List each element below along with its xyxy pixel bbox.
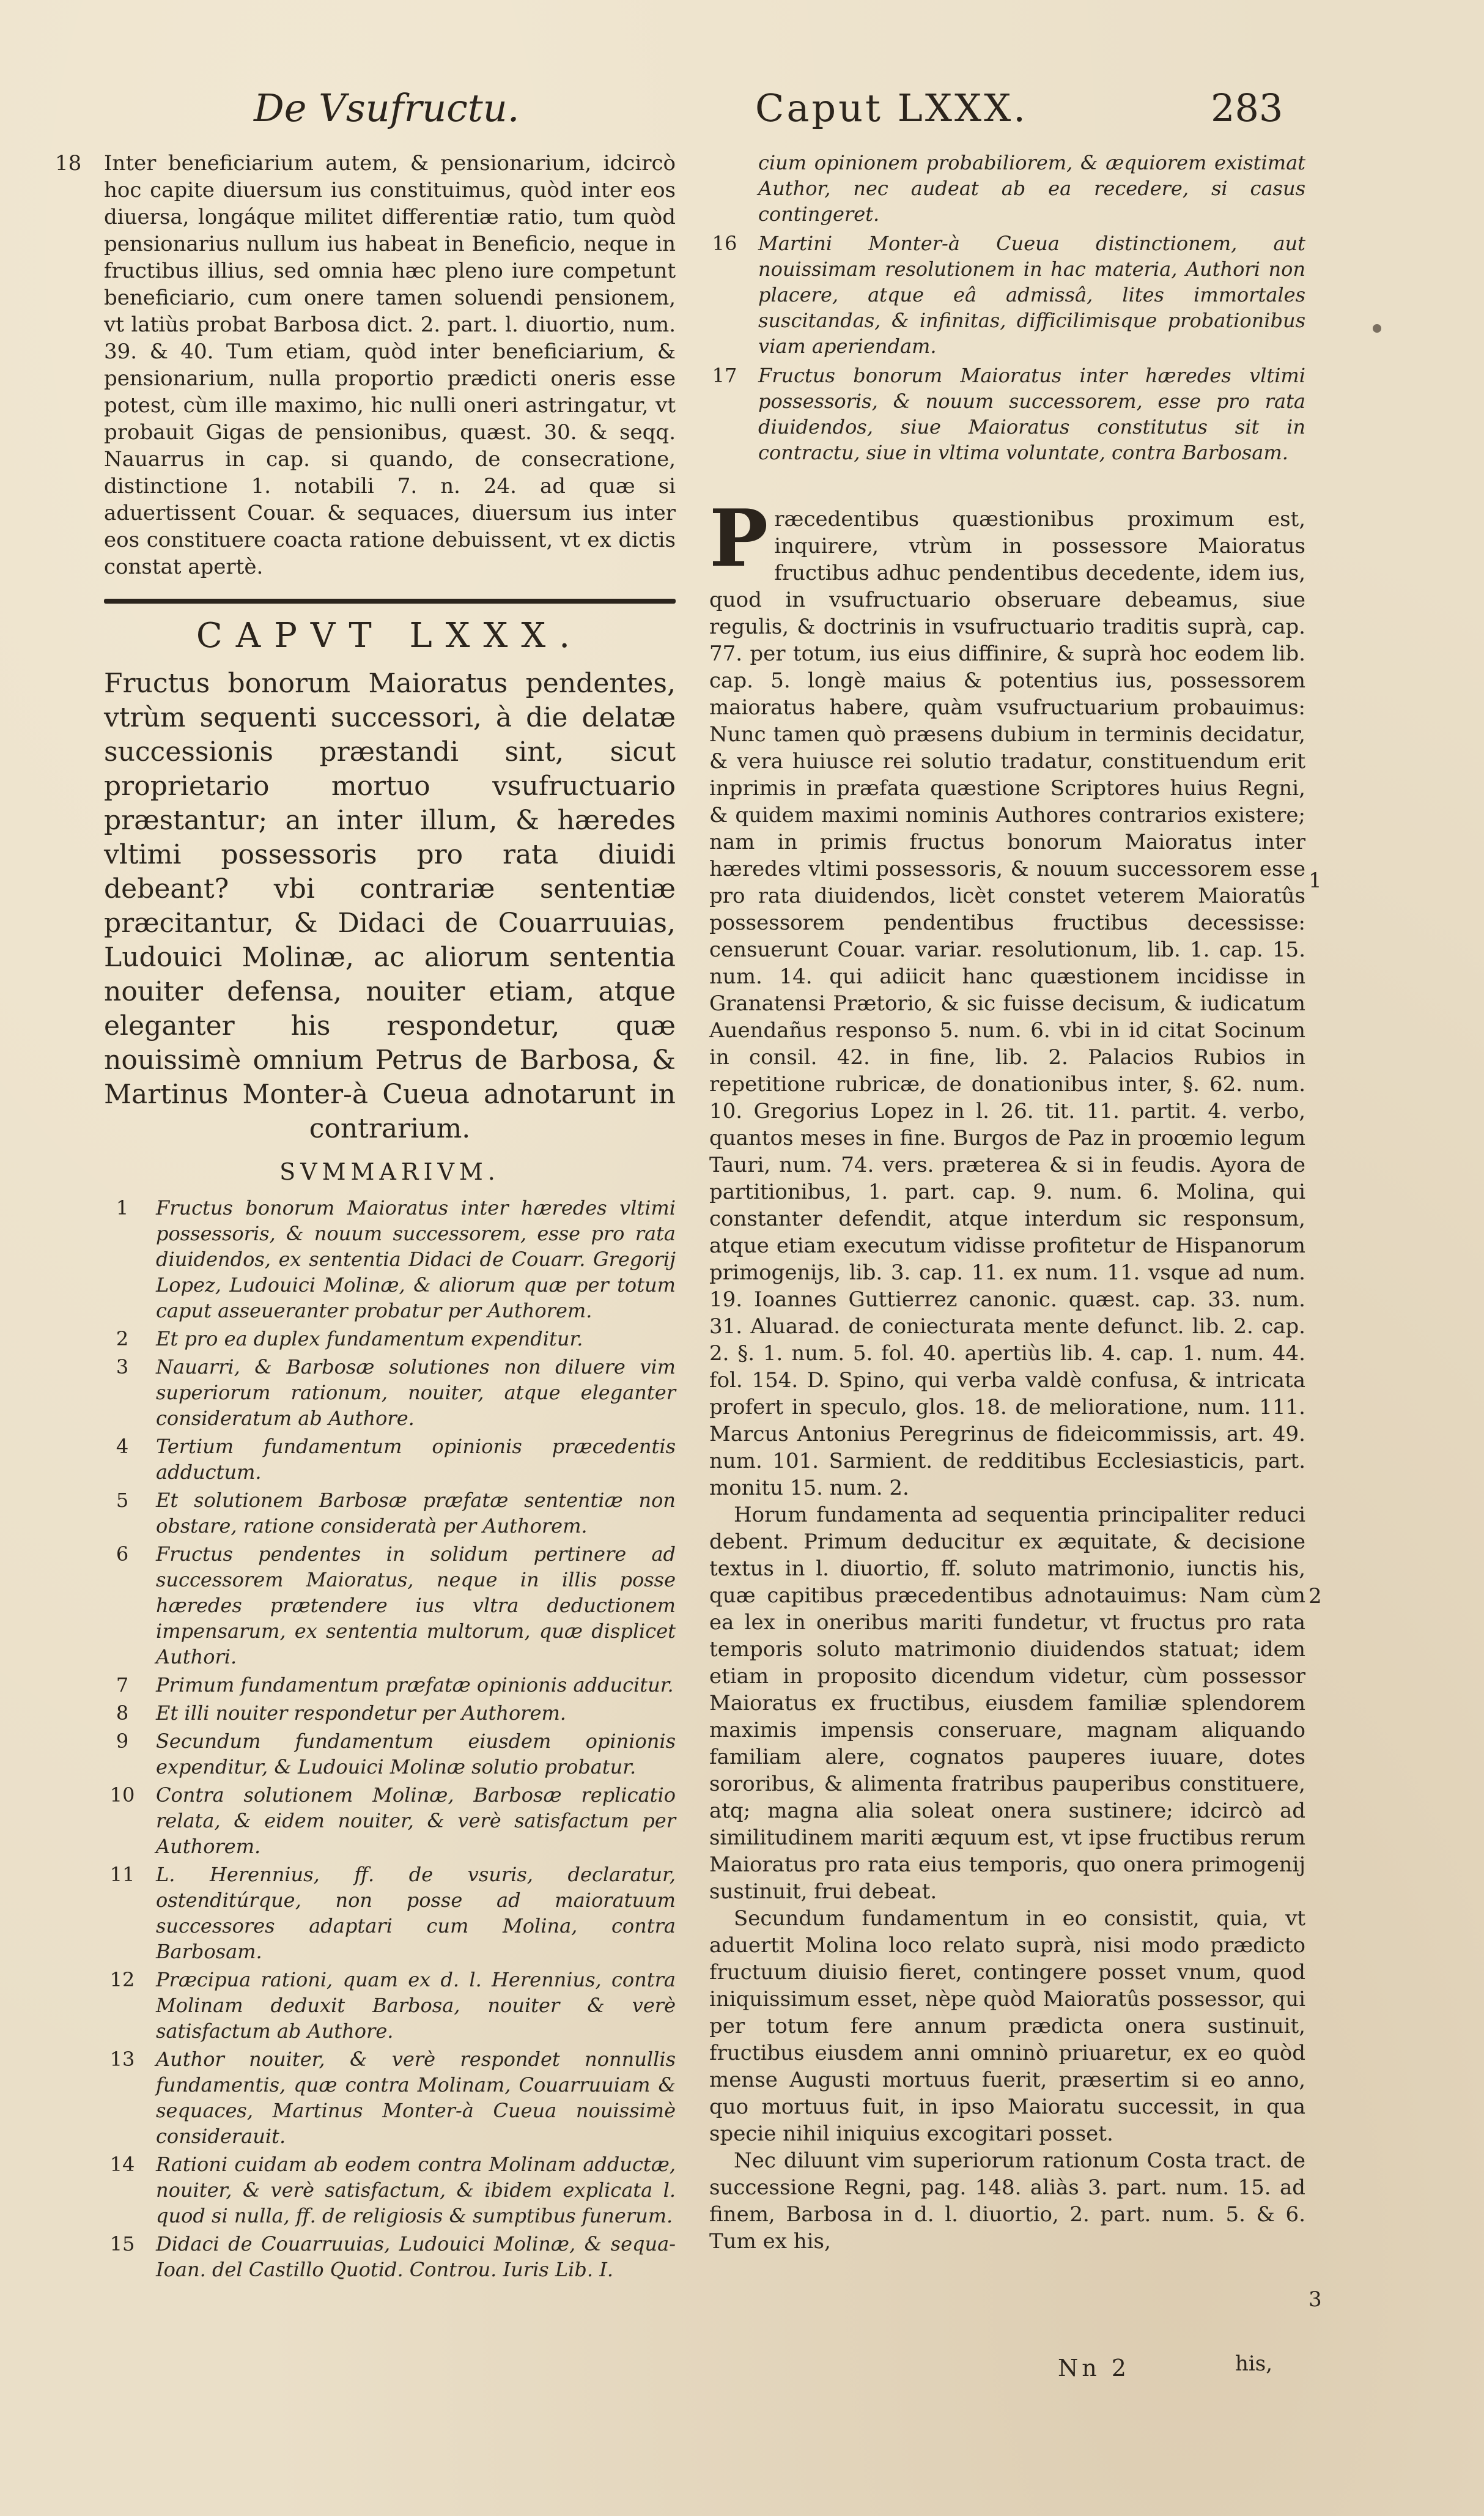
catchword: his, [1235,2351,1273,2376]
paragraph-text: ræcedentibus quæstionibus proximum est, inquirere, vtrùm in possessore Maioratus fructibus adhuc pendentibus decedente, idem ius, quod in vsufructuario obseruare debeamus, siue regulis, & doctrinis in vsufructuario traditis suprà, cap. 77. per totum, ius eius diffinire, & suprà hoc eodem lib. cap. 5. longè maius & potentius ius, possessorem maioratus habere, quàm vsufructuarium probauimus: Nunc tamen quò præsens dubium in terminis decidatur, & vera huiusce rei solutio tradatur, constituendum erit inprimis in præfata quæstione Scriptores huius Regni, & quidem maximi nominis Authores contrarios existere; nam in primis fructus bonorum Maioratus inter hæredes vltimi possessoris, & nouum successorem esse pro rata diuidendos, licèt constet veterem Maioratûs possessorem pendentibus fructibus decessisse: censuerunt Couar. variar. resolutionum, lib. 1. cap. 15. num. 14. qui adiicit hanc quæstionem incidisse in Granatensi Prætorio, & sic fuisse decisum, & iudicatum Auendañus responso 5. num. 6. vbi in id citat Socinum in consil. 42. in fine, lib. 2. Palacios Rubios in repetitione rubricæ, de donationibus inter, §. 62. num. 10. Gregorius Lopez in l. 26. tit. 11. partit. 4. verbo, quantos meses in fine. Burgos de Paz in proœmio legum Tauri, num. 74. vers. præterea & si in feudis. Ayora de partitionibus, 1. part. cap. 9. num. 6. Molina, qui constanter defendit, atque interdum sic responsum, atque etiam executum vidisse profitetur de Hispanorum primogenijs, lib. 3. cap. 11. ex num. 11. vsque ad num. 19. Ioannes Guttierrez canonic. quæst. cap. 33. num. 31. Aluarad. de coniecturata mente defunct. lib. 2. cap. 2. §. 1. num. 5. fol. 40. apertiùs lib. 4. cap. 1. num. 44. fol. 154. D. Spino, qui verba valdè confusa, & intricata profert in speculo, glos. 18. de melioratione, num. 111. Marcus Antonius Peregrinus de fideicommissis, art. 49. num. 101. Sarmient. de redditibus Ecclesiasticis, part. monitu 15. num. 2. [709,507,1305,1500]
margin-number: 1 [1309,868,1322,893]
summary-item: 8 Et illi nouiter respondetur per Authorem. [116,1701,566,1725]
summary-item: 1 Fructus bonorum Maioratus inter hæredes vltimi possessoris, & nouum successorem, esse pro rata diuidendos, ex sententia Didaci de Couarr. Gregorij Lopez, Ludouici Molinæ, & aliorum quæ per totum caput asseueranter probatur per Authorem. [116,1196,676,1322]
summary-item: 11 L. Herennius, ff. de vsuris, declaratur, ostenditúrque, non posse ad maioratuum successores adaptari cum Molina, contra Barbosam. [109,1863,676,1963]
paragraph-fundamenta: Horum fundamenta ad sequentia principaliter reduci debent. Primum deducitur ex æquitate, & decisione textus in l. diuortio, ff. soluto matrimonio, iunctis his, quæ capitibus præcedentibus adnotauimus: Nam cùm ea lex in oneribus mariti fundetur, vt fructus pro rata temporis soluto matrimonio diuidendos statuat; idem etiam in proposito dicendum videtur, cùm possessor Maioratus ex fructibus, eiusdem familiæ splendorem maximis impensis conseruare, magnam aliquando familiam alere, cognatos pauperes iuuare, dotes sororibus, & alimenta fratribus pauperibus constituere, atq; magna alia soleat onera sustinere; idcircò ad similitudinem mariti æquum est, vt ipse fructibus rerum Maioratus pro rata eius temporis, quo onera primogenij sustinuit, frui debeat. [709,1503,1305,1904]
chapter-description: Fructus bonorum Maioratus pendentes, vtrùm sequenti successori, à die delatæ successionis præstandi sint, sicut proprietario mortuo vsufructuario præstantur; an inter illum, & hæredes vltimi possessoris pro rata diuidi debeant? vbi contrariæ sententiæ præcitantur, & Didaci de Couarruuias, Ludouici Molinæ, ac aliorum sententia nouiter defensa, nouiter etiam, atque eleganter his respondetur, quæ nouissimè omnium Petrus de Barbosa, & Martinus Monter-à Cueua adnotarunt in contrarium. [104,668,676,1144]
summary-item: 4 Tertium fundamentum opinionis præcedentis adductum. [116,1435,676,1484]
summary-item: 14 Rationi cuidam ab eodem contra Molinam adductæ, nouiter, & verè satisfactum, & ibidem explicata l. quod si nulla, ff. de religiosis & sumptibus funerum. [109,2153,676,2227]
summary-item: 15 Didaci de Couarruuias, Ludouici Molinæ, & sequa- Ioan. del Castillo Quotid. Controu. Iuris Lib. I. [109,2232,676,2281]
margin-number: 3 [1309,2287,1322,2312]
summary-item: 2 Et pro ea duplex fundamentum expenditur. [116,1327,583,1350]
main-paragraph [709,493,1305,1501]
margin-number: 2 [1309,1584,1322,1608]
signature-mark: Nn 2 [1058,2355,1130,2381]
drop-cap: P [709,493,769,585]
summary-list-continued [709,150,1305,465]
paragraph-nec-diluunt: Nec diluunt vim superiorum rationum Costa tract. de successione Regni, pag. 148. aliàs 3. part. num. 15. ad finem, Barbosa in d. l. diuortio, 2. part. num. 5. & 6. Tum ex his, [709,2148,1305,2254]
right-column [709,150,1305,2255]
summary-list [104,1195,676,2282]
running-head-center: Caput LXXX. [755,86,1028,130]
summary-item: 5 Et solutionem Barbosæ præfatæ sententiæ non obstare, ratione consideratà per Authorem. [116,1489,676,1537]
running-head-left: De Vsufructu. [254,86,520,130]
summary-item: 7 Primum fundamentum præfatæ opinionis adducitur. [116,1673,674,1696]
summarium-title: SVMMARIVM. [279,1158,500,1185]
summary-item: 17 Fructus bonorum Maioratus inter hæredes vltimi possessoris, & nouum successorem, esse pro rata diuidendos, siue Maioratus constitutus sit in contractu, siue in vltima voluntate, contra Barbosam. [712,364,1305,464]
chapter-title: CAPVT LXXX. [196,616,584,656]
summary-item: 9 Secundum fundamentum eiusdem opinionis expenditur, & Ludouici Molinæ solutio probatur. [116,1730,676,1778]
summary-item: 10 Contra solutionem Molinæ, Barbosæ replicatio relata, & eidem nouiter, & verè satisfactum per Authorem. [109,1783,676,1858]
summary-item: 6 Fructus pendentes in solidum pertinere ad successorem Maioratus, neque in illis posse hæredes prætendere ius vltra deductionem impensarum, ex sententia multorum, quæ displicet Authori. [116,1542,676,1668]
left-column [55,150,676,2285]
paragraph-18 [55,150,676,580]
summary-item: 16 Martini Monter-à Cueua distinctionem, aut nouissimam resolutionem in hac materia, Authori non placere, atque eâ admissâ, lites immortales suscitandas, & infinitas, difficilimisque probationibus viam aperiendam. [712,232,1305,358]
summary-item: 3 Nauarri, & Barbosæ solutiones non diluere vim superiorum rationum, nouiter, atque eleganter consideratum ab Authore. [116,1355,676,1430]
ink-spot [1373,324,1381,333]
summary-item: 12 Præcipua rationi, quam ex d. l. Herennius, contra Molinam deduxit Barbosa, nouiter & verè satisfactum ab Authore. [109,1968,676,2043]
divider-rule [104,599,676,604]
summary-item: cium opinionem probabiliorem, & æquiorem existimat Author, nec audeat ab ea recedere, si casus contingeret. [758,151,1305,226]
page-number: 283 [1211,86,1283,130]
paragraph-text: Inter beneficiarium autem, & pensionarium, idcircò hoc capite diuersum ius constituimus, quòd inter eos diuersa, longáque militet differentiæ ratio, tum quòd pensionarius nullum ius habeat in Beneficio, neque in fructibus illius, sed omnia hæc pleno iure competunt beneficiario, cum onere tamen soluendi pensionem, vt latiùs probat Barbosa dict. 2. part. l. diuortio, num. 39. & 40. Tum etiam, quòd inter beneficiarium, & pensionarium, nulla proportio prædicti oneris esse potest, cùm ille maximo, hic nulli oneri astringatur, vt probauit Gigas de pensionibus, quæst. 30. & seqq. Nauarrus in cap. si quando, de consecratione, distinctione 1. notabili 7. n. 24. ad quæ si aduertissent Couar. & sequaces, diuersum ius inter eos constituere coacta ratione debuissent, vt ex dictis constat apertè. [104,151,676,579]
paragraph-number: 18 [55,151,82,176]
paragraph-secundum: Secundum fundamentum in eo consistit, quia, vt aduertit Molina loco relato suprà, nisi modo prædicto fructuum diuisio fieret, contingere posset vnum, quod iniquissimum esset, nèpe quòd Maioratûs possessor, qui per totum fere annum prædicta onera sustinuit, fructibus eiusdem anni omninò priuaretur, ex eo quòd mense Augusti mortuus fuerit, præsertim si eo anno, quo mortuus fuit, in ipso Maioratu successit, in qua specie nihil iniquius excogitari posset. [709,1906,1305,2146]
summary-item: 13 Author nouiter, & verè respondet nonnullis fundamentis, quæ contra Molinam, Couarruuiam & sequaces, Martinus Monter-à Cueua nouissimè considerauit. [109,2048,676,2148]
